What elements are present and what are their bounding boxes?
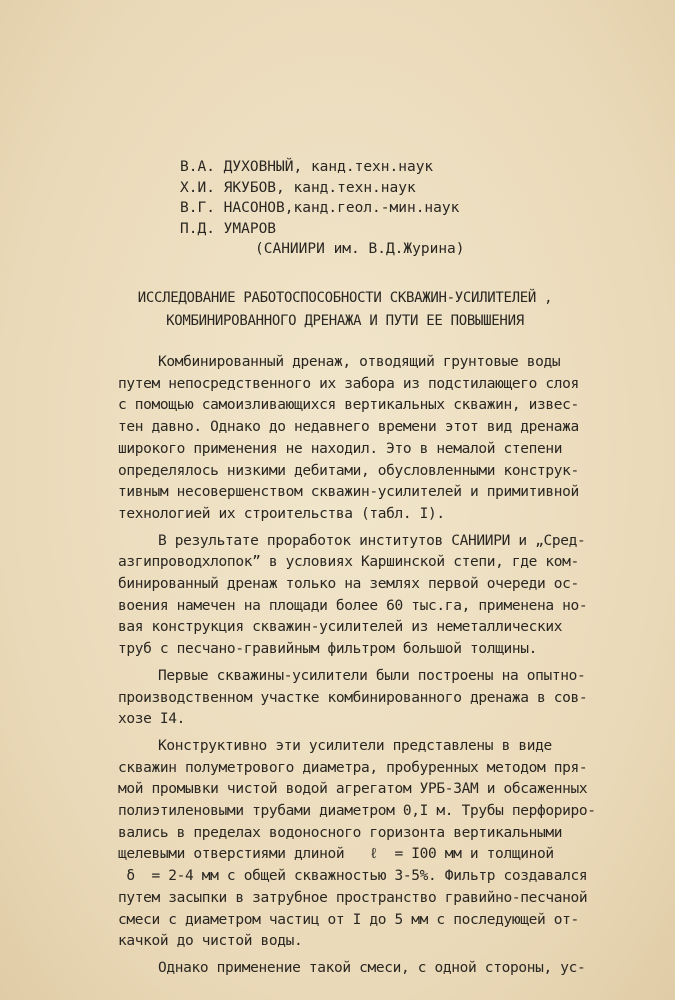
author-line: В.Г. НАСОНОВ,канд.геол.-мин.наук [180,200,460,216]
text-line: воения намечен на площади более 60 тыс.га, применена но- [118,597,588,614]
text-line: щелевыми отверстиями длиной ℓ = I00 мм и толщиной [118,846,554,863]
text-line: полиэтиленовыми трубами диаметром 0,I м. Трубы перфориро- [118,803,596,820]
text-line: вались в пределах водоносного горизонта вертикальными [118,824,563,841]
text-line: с помощью самоизливающихся вертикальных скважин, извес- [118,397,579,414]
text-line: мой промывки чистой водой агрегатом УРБ-3АМ и обсаженных [118,781,588,798]
text-line: Конструктивно эти усилители представлены в виде [158,737,552,754]
author-line: Х.И. ЯКУБОВ, канд.техн.наук [180,179,416,196]
text-line: азгипроводхлопок” в условиях Каршинской степи, где ком- [118,554,579,571]
text-line: хозе I4. [118,711,186,728]
text-line: δ = 2-4 мм с общей скважностью 3-5%. Фильтр создавался [118,868,588,885]
text-line: вая конструкция скважин-усилителей из неметаллических [118,619,563,636]
text-line: скважин полуметрового диаметра, пробуренных методом пря- [118,759,588,776]
text-line: В результате проработок институтов САНИИРИ и „Сред- [158,532,586,549]
text-line: Первые скважины-усилители были построены на опытно- [158,667,586,684]
body-text [0,352,675,980]
title-line: КОМБИНИРОВАННОГО ДРЕНАЖА И ПУТИ ЕЕ ПОВЫШЕНИЯ [166,313,524,329]
text-line: труб с песчано-гравийным фильтром большой толщины. [118,641,537,658]
text-line: бинированный дренаж только на землях первой очереди ос- [118,576,579,593]
text-line: тен давно. Однако до недавнего времени этот вид дренажа [118,419,579,436]
author-block [180,157,620,260]
text-line: Однако применение такой смеси, с одной стороны, ус- [158,959,586,976]
author-line: В.А. ДУХОВНЫЙ, канд.техн.наук [180,159,434,175]
title-line: ИССЛЕДОВАНИЕ РАБОТОСПОСОБНОСТИ СКВАЖИН-УСИЛИТЕЛЕЙ , [137,290,553,306]
text-line: производственном участке комбинированного дренажа в сов- [118,689,588,706]
text-line: тивным несовершенством скважин-усилителей и примитивной [118,484,579,501]
text-line: путем непосредственного их забора из подстилающего слоя [118,375,579,392]
text-line: смеси с диаметром частиц от I до 5 мм с последующей от- [118,911,579,928]
author-line: П.Д. УМАРОВ [180,220,277,237]
text-line: качкой до чистой воды. [118,933,303,950]
text-line: широкого применения не находил. Это в немалой степени [118,440,563,457]
text-line: определялось низкими дебитами, обусловленными конструк- [118,462,579,479]
institute-affiliation: (САНИИРИ им. В.Д.Журина) [255,241,465,257]
document-title [60,287,630,333]
text-line: Комбинированный дренаж, отводящий грунтовые воды [158,354,561,370]
text-line: путем засыпки в затрубное пространство гравийно-песчаной [118,889,588,906]
text-line: технологией их строительства (табл. I). [118,505,445,522]
